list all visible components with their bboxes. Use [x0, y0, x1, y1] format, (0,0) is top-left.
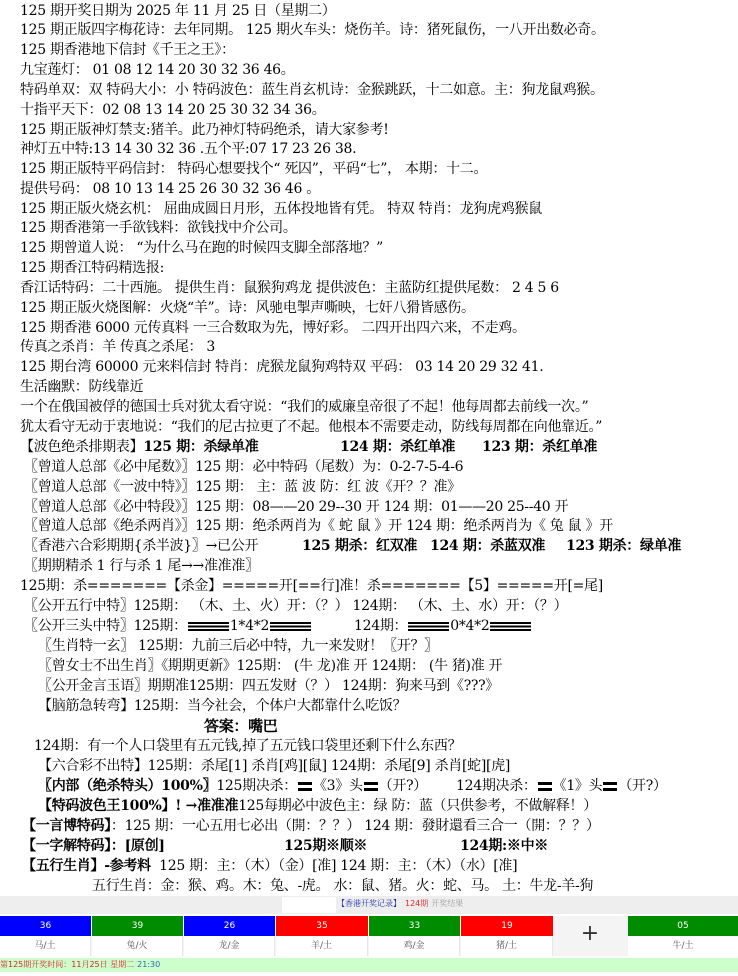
- trigram-icon: [437, 622, 449, 631]
- neibu-row: [38, 776, 667, 796]
- santou-124-value: 0*4*2: [450, 618, 490, 634]
- ball-zodiac: 马/土: [0, 936, 91, 956]
- ball-zodiac: 龙/金: [184, 936, 275, 956]
- bose-123: 123 期：杀红单准: [482, 439, 598, 455]
- santou-124-label: 124期：: [354, 618, 408, 634]
- santou-125: 1*4*2: [229, 618, 270, 634]
- yizi-row: [22, 836, 548, 856]
- yizi-124: 124期:※中※: [460, 838, 548, 854]
- zengnvshi-line: 〖曾女士不出生肖〗《期期更新》125期： (牛 龙)准 开 124期： (牛 猪)准 开: [38, 658, 503, 674]
- naojin-answer: 答案：嘴巴: [204, 717, 278, 735]
- trigram-icon: [217, 622, 229, 631]
- buchute-line: 【六合彩不出特】125期：杀尾[1] 杀肖[鸡][鼠] 124期：杀尾[9] 杀肖[蛇][虎]: [38, 758, 511, 774]
- jinyan-line: 〖公开金言玉语〗期期准125期：四五发财（？） 124期：狗来马到《???》: [38, 678, 500, 694]
- ball-zodiac: 兔/火: [92, 936, 183, 956]
- trigram-icon: [408, 622, 438, 631]
- yiyan-label: 【一言博特码】: [22, 818, 111, 834]
- banbo-124: 124 期：杀蓝双准: [430, 538, 546, 554]
- wuxing-sx-row: [22, 856, 517, 876]
- yizi-label: 【一字解特码】：[原创]: [22, 838, 165, 854]
- results-header: [0, 896, 738, 914]
- trigram-icon: [538, 782, 552, 791]
- ball-number: 39: [92, 916, 183, 936]
- text-line: 九宝莲灯： 01 08 12 14 20 30 32 36 46。: [20, 62, 295, 78]
- shengxiao-yixuan: 〖生肖特一玄〗 125期：九前三后必中特，九一来发财！〖开？〗: [38, 638, 438, 654]
- text-line: 125 期台湾 60000 元来料信封 特肖：虎猴龙鼠狗鸡特双 平码： 03 14 20 29 32 41.: [20, 359, 544, 375]
- neibu-125-label: 125期决杀：: [216, 778, 297, 794]
- next-draw-label: 第125期开奖时间：11月25日 星期二: [0, 960, 135, 969]
- bose-125: 125 期：杀绿单准: [143, 439, 259, 455]
- history-link[interactable]: 【香港开奖记录】: [337, 899, 401, 908]
- text-line: 传真之杀肖：羊 传真之杀尾： 3: [20, 339, 216, 355]
- neibu-124-label: 124期决杀：: [456, 778, 537, 794]
- ball-number: 05: [628, 916, 738, 936]
- santou-124: [354, 616, 532, 636]
- banbo-label: 〖香港六合彩期期{杀半波}〗→已公开: [24, 538, 259, 554]
- ball-zodiac: 牛/土: [672, 941, 694, 951]
- neibu-125-status: （开?）: [378, 778, 427, 794]
- text-line: 125 期正版火烧玄机： 屈曲成圆日月形，五体投地皆有凭。 特双 特肖：龙狗虎鸡猴鼠: [20, 201, 542, 217]
- trigram-icon: [299, 622, 311, 631]
- ball-number: 26: [184, 916, 275, 936]
- ball-6: [461, 916, 553, 956]
- naojin-question: 【脑筋急转弯】125期：当今社会，个体户大都靠什么吃饭？: [38, 698, 407, 714]
- zdr-shaxiao: 〖曾道人总部《绝杀两肖》〗125 期：绝杀两肖为《 蛇 鼠 》开 124 期：绝杀两肖为《 兔 鼠 》开: [24, 518, 613, 534]
- trigram-icon: [490, 622, 520, 631]
- special-ball: [628, 916, 738, 956]
- wuxing-sx-text: 125 期：主：（木）（金）[准] 124 期：主：（木）（水）[准]: [159, 858, 518, 874]
- zdr-bo: 〖曾道人总部《一波中特》〗125 期： 主：蓝 波 防：红 波《开？？准》: [24, 479, 461, 495]
- wuxing-zhongte: 〖公开五行中特〗125期： （木、土、火）开：（？） 124期： （木、土、水）开：（？）: [24, 598, 568, 614]
- bose-wang-text: 125每期必中波色主：绿 防：蓝（只供参考，不做解释！）: [238, 798, 597, 814]
- santou-row: [24, 616, 490, 636]
- humor-text: 一个在俄国被俘的德国士兵对犹太看守说：“我们的威廉皇帝很了不起！他每周都去前线一次。”: [20, 399, 589, 415]
- text-line: 提供号码： 08 10 13 14 25 26 30 32 36 46 。: [20, 181, 320, 197]
- results-header-text: [337, 898, 463, 909]
- yizi-125: 125期※顺※: [284, 838, 368, 854]
- trigram-icon: [188, 622, 218, 631]
- ball-2: [92, 916, 183, 956]
- ball-zodiac: 猪/土: [461, 936, 553, 956]
- ball-number: 33: [369, 916, 460, 936]
- jingsha-line: 〖期期精杀 1 行与杀 1 尾→→准准准〗: [24, 558, 259, 574]
- trigram-icon: [270, 622, 300, 631]
- text-line: 125 期正版四字梅花诗：去年同期。 125 期火车头：烧伤羊。诗：猪死鼠伤，一八开出数必奇。: [20, 22, 605, 38]
- ball-number: 35: [276, 916, 368, 936]
- trigram-icon: [519, 622, 531, 631]
- bose-wang-row: [38, 796, 597, 816]
- ball-zodiac: 羊/土: [276, 936, 368, 956]
- ball-5: [369, 916, 460, 956]
- bose-wang-label: 【特码波色王100%】! →准准准: [38, 798, 239, 814]
- header-spacer: [282, 897, 336, 913]
- text-line: 特码单双：双 特码大小：小 特码波色：蓝生肖玄机诗：金猴跳跃，十二如意。主：狗龙鼠鸡猴。: [20, 82, 604, 98]
- yiyan-row: [22, 816, 600, 836]
- text-line: 125 期正版神灯禁支:猪羊。此乃神灯特码绝杀，请大家参考!: [20, 122, 389, 138]
- next-draw-bar: [0, 958, 738, 972]
- trigram-icon: [364, 782, 378, 791]
- trigram-icon: [603, 782, 617, 791]
- next-draw-time: 21:30: [137, 960, 161, 969]
- banbo-row: [24, 536, 682, 556]
- bose-table-row: [20, 437, 598, 457]
- ball-zodiac: 鸡/金: [369, 936, 460, 956]
- wuxing-sx-label: 【五行生肖】-参考料: [22, 858, 151, 874]
- zdr-duan: 〖曾道人总部《必中特段》〗125 期：08——20 29--30 开 124 期：01——20 25--40 开: [24, 499, 569, 515]
- humor-text: 犹太看守无动于衷地说：“我们的尼古拉更了不起。他根本不需要走动，防线每周都在向他靠近。”: [20, 419, 603, 435]
- draw-date-line: 125 期开奖日期为 2025 年 11 月 25 日（星期二）: [20, 3, 336, 19]
- ball-1: [0, 916, 91, 956]
- bose-124: 124 期：杀红单准: [340, 439, 456, 455]
- neibu-125-value: 《3》头: [312, 778, 363, 794]
- plus-icon: +: [554, 916, 626, 956]
- text-line: 125 期香港第一手欲钱料：欲钱找中介公司。: [20, 220, 297, 236]
- neibu-124-status: （开?）: [618, 778, 667, 794]
- text-line: 125 期香港地下信封《千王之王》：: [20, 42, 235, 58]
- text-line: 神灯五中特:13 14 30 32 36 .五个平:07 17 23 26 38.: [20, 141, 357, 157]
- text-line: 125 期曾道人说： “为什么马在跑的时候四支脚全部落地？”: [20, 240, 383, 256]
- banbo-125: 125 期杀：红双准: [302, 538, 418, 554]
- zdr-wei: 〖曾道人总部《必中尾数》〗125 期：必中特码（尾数）为：0-2-7-5-4-6: [24, 459, 464, 475]
- text-line: 十指平天下：02 08 13 14 20 25 30 32 34 36。: [20, 102, 326, 118]
- neibu-label: 〖内部（绝杀特头）100%〗: [38, 778, 217, 794]
- text-line: 125 期正版特平码信封： 特码心想要找个“ 死囚”，平码“七”， 本期：十二。: [20, 161, 488, 177]
- trigram-icon: [298, 782, 312, 791]
- ball-number: 36: [0, 916, 91, 936]
- text-line: 125 期香江特码精选报:: [20, 260, 164, 276]
- results-balls: [0, 916, 738, 956]
- results-subtitle: 开奖结果: [431, 899, 464, 908]
- humor-title: 生活幽默：防线靠近: [20, 379, 144, 395]
- bose-table-label: 【波色绝杀排期表】: [20, 439, 144, 455]
- banbo-123: 123 期杀：绿单准: [566, 538, 682, 554]
- yiyan-text: ：125 期：一心五用七必出（開：？？） 124 期：發財還看三合一（開：？？）: [110, 818, 600, 834]
- neibu-124: [456, 776, 667, 796]
- naojin-question-124: 124期：有一个人口袋里有五元钱,掉了五元钱口袋里还剩下什么东西？: [34, 738, 462, 754]
- ball-number: 19: [461, 916, 553, 936]
- neibu-124-value: 《1》头: [552, 778, 603, 794]
- wuxing-sx-detail: 五行生肖：金：猴、鸡。木：兔、-虎。 水：鼠、猪。火：蛇、马。 土：牛龙-羊-狗: [92, 878, 594, 894]
- ball-4: [276, 916, 368, 956]
- results-period: 124期: [405, 899, 429, 908]
- sha-line: 125期：杀=======【杀金】=====开[==行]准！杀=======【5】=====开[=尾]: [20, 578, 603, 594]
- text-line: 125 期香港 6000 元传真料 一三合数取为先，博好彩。 二四开出四六来，不走鸡。: [20, 320, 526, 336]
- text-line: 香江话特码：二十西施。 提供生肖：鼠猴狗鸡龙 提供波色：主蓝防红提供尾数： 2 4 5 6: [20, 280, 559, 296]
- santou-label: 〖公开三头中特〗125期：: [24, 618, 187, 634]
- ball-3: [184, 916, 275, 956]
- text-line: 125 期正版火烧图解：火烧“羊”。诗：风驰电掣声嘶映，七奸八猾皆感伤。: [20, 300, 475, 316]
